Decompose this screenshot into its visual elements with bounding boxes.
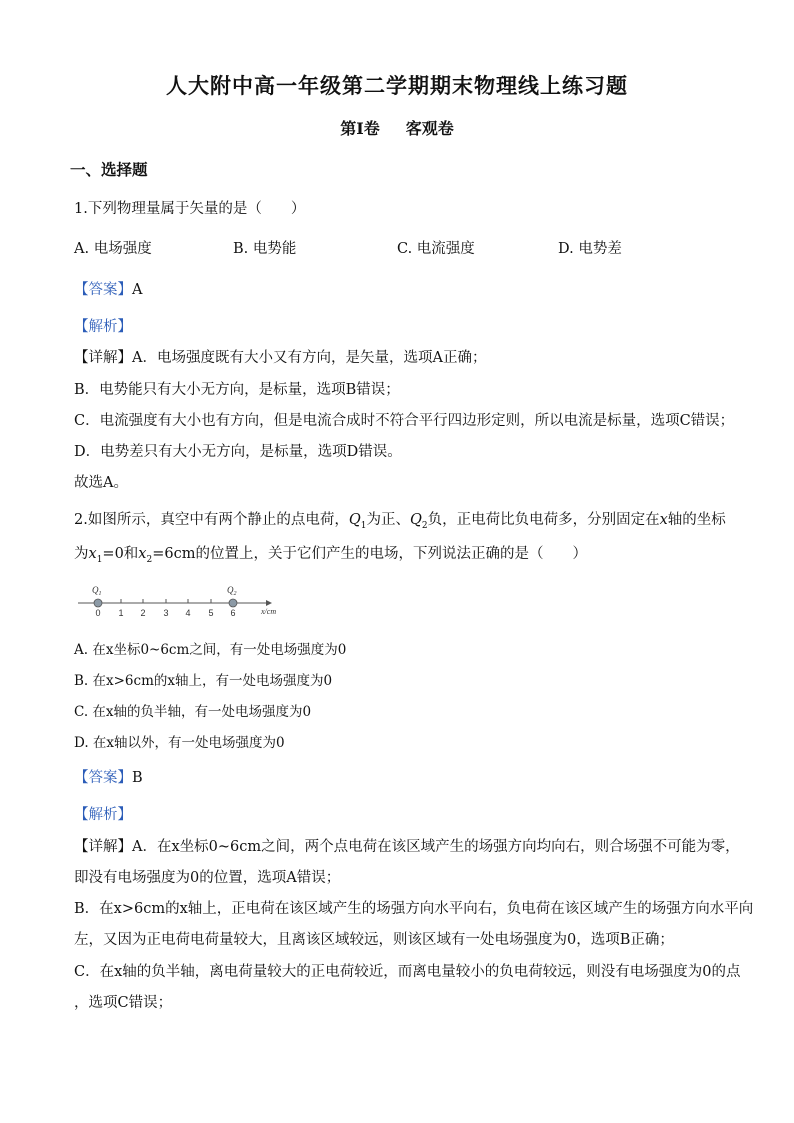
answer-tag: 【答案】 [74,770,132,786]
q1-option-d: D. 电势差 [558,241,622,257]
tick-labels [95,608,235,618]
tick-label: 1 [118,608,124,618]
q1-detail-line-3: C．电流强度有大小也有方向，但是电流合成时不符合平行四边形定则，所以电流是标量，选项C错误； [74,413,735,429]
q2-stem-text: 负，正电荷比负电荷多，分别固定在 [427,512,660,528]
answer-value: B [132,770,143,786]
q1-detail-line-4: D．电势差只有大小无方向，是标量，选项D错误。 [74,444,402,460]
q2-stem-text: 2.如图所示，真空中有两个静止的点电荷， [74,512,349,528]
q2-option-d: D. 在x轴以外，有一处电场强度为0 [74,735,285,751]
number-line-figure [74,580,294,620]
q2-stem-text: 轴的坐标 [667,512,726,528]
tick-label: 3 [163,608,169,618]
axis-arrow-icon [266,600,272,606]
tick-label: 5 [208,608,214,618]
charge-1-label: $Q_1$ [92,585,102,597]
q2-answer [74,766,143,787]
q2-charge2-sub: 2 [421,520,428,531]
detail-tag: 【详解】 [74,839,132,855]
q1-answer [74,278,142,299]
detail-tag: 【详解】 [74,350,132,366]
answer-tag: 【答案】 [74,282,132,298]
q1-option-c: C. 电流强度 [397,241,475,257]
q2-detail-line-1 [74,835,740,856]
q2-stem-text: 为 [74,546,89,562]
q2-detail-line-2: 即没有电场强度为0的位置，选项A错误； [74,870,341,886]
q2-x2-symbol: x [138,546,147,562]
q1-analysis-heading [74,315,132,336]
q2-detail-line-6: ，选项C错误； [74,995,173,1011]
axis-unit-label: x/cm [261,607,277,616]
q1-option-a: A. 电场强度 [74,241,152,257]
charge-2-dot [229,599,237,607]
tick-label: 6 [230,608,236,618]
q2-x-variable: x [659,512,668,528]
tick-label: 0 [95,608,101,618]
section-heading: 一、选择题 [70,160,148,179]
q2-detail-line-4: 左，又因为正电荷电荷量较大，且离该区域较远，则该区域有一处电场强度为0，选项B正确； [74,932,674,948]
q2-stem-text: 为正、 [366,512,410,528]
q2-option-b: B. 在x>6cm的x轴上，有一处电场强度为0 [74,673,333,689]
part-label: 第I卷 [340,119,380,138]
q2-charge1-sub: 1 [360,520,367,531]
analysis-tag: 【解析】 [74,807,132,823]
q2-x2-sub: 2 [146,554,153,565]
q1-detail-line-5: 故选A。 [74,475,128,491]
answer-value: A [132,282,143,298]
tick-label: 4 [185,608,191,618]
q2-charge1-symbol: Q [348,512,361,528]
detail-text: A．在x坐标0~6cm之间，两个点电荷在该区域产生的场强方向均向右，则合场强不可能为零， [132,839,740,855]
q2-option-a: A. 在x坐标0~6cm之间，有一处电场强度为0 [74,642,347,658]
analysis-tag: 【解析】 [74,319,132,335]
tick-label: 2 [140,608,146,618]
q1-option-b: B. 电势能 [233,241,297,257]
charge-1-dot [94,599,102,607]
detail-text: A．电场强度既有大小又有方向，是矢量，选项A正确； [132,350,487,366]
q1-stem: 1.下列物理量属于矢量的是（ ） [74,201,306,217]
page-subtitle [0,116,794,139]
q2-detail-line-3: B．在x>6cm的x轴上，正电荷在该区域产生的场强方向水平向右，负电荷在该区域产生的场强方向水平向 [74,901,754,917]
q2-detail-line-5: C．在x轴的负半轴，离电荷量较大的正电荷较近，而离电量较小的负电荷较远，则没有电场强度为0的点 [74,964,741,980]
axis-ticks [98,599,233,603]
q2-stem-line-2 [74,542,587,565]
q1-detail-line-1 [74,346,486,367]
q2-option-c: C. 在x轴的负半轴，有一处电场强度为0 [74,704,312,720]
q2-stem-text: =6cm的位置上，关于它们产生的电场，下列说法正确的是（ ） [152,546,587,562]
q2-x1-symbol: x [88,546,97,562]
charge-2-label: $Q_2$ [227,585,237,597]
q2-stem-text: =0和 [102,546,139,562]
page-title: 人大附中高一年级第二学期期末物理线上练习题 [166,73,628,98]
q1-detail-line-2: B．电势能只有大小无方向，是标量，选项B错误； [74,382,400,398]
q2-stem-line-1 [74,508,726,531]
q2-x1-sub: 1 [96,554,103,565]
part-name: 客观卷 [405,119,454,138]
q2-charge2-symbol: Q [409,512,422,528]
q2-analysis-heading [74,803,132,824]
